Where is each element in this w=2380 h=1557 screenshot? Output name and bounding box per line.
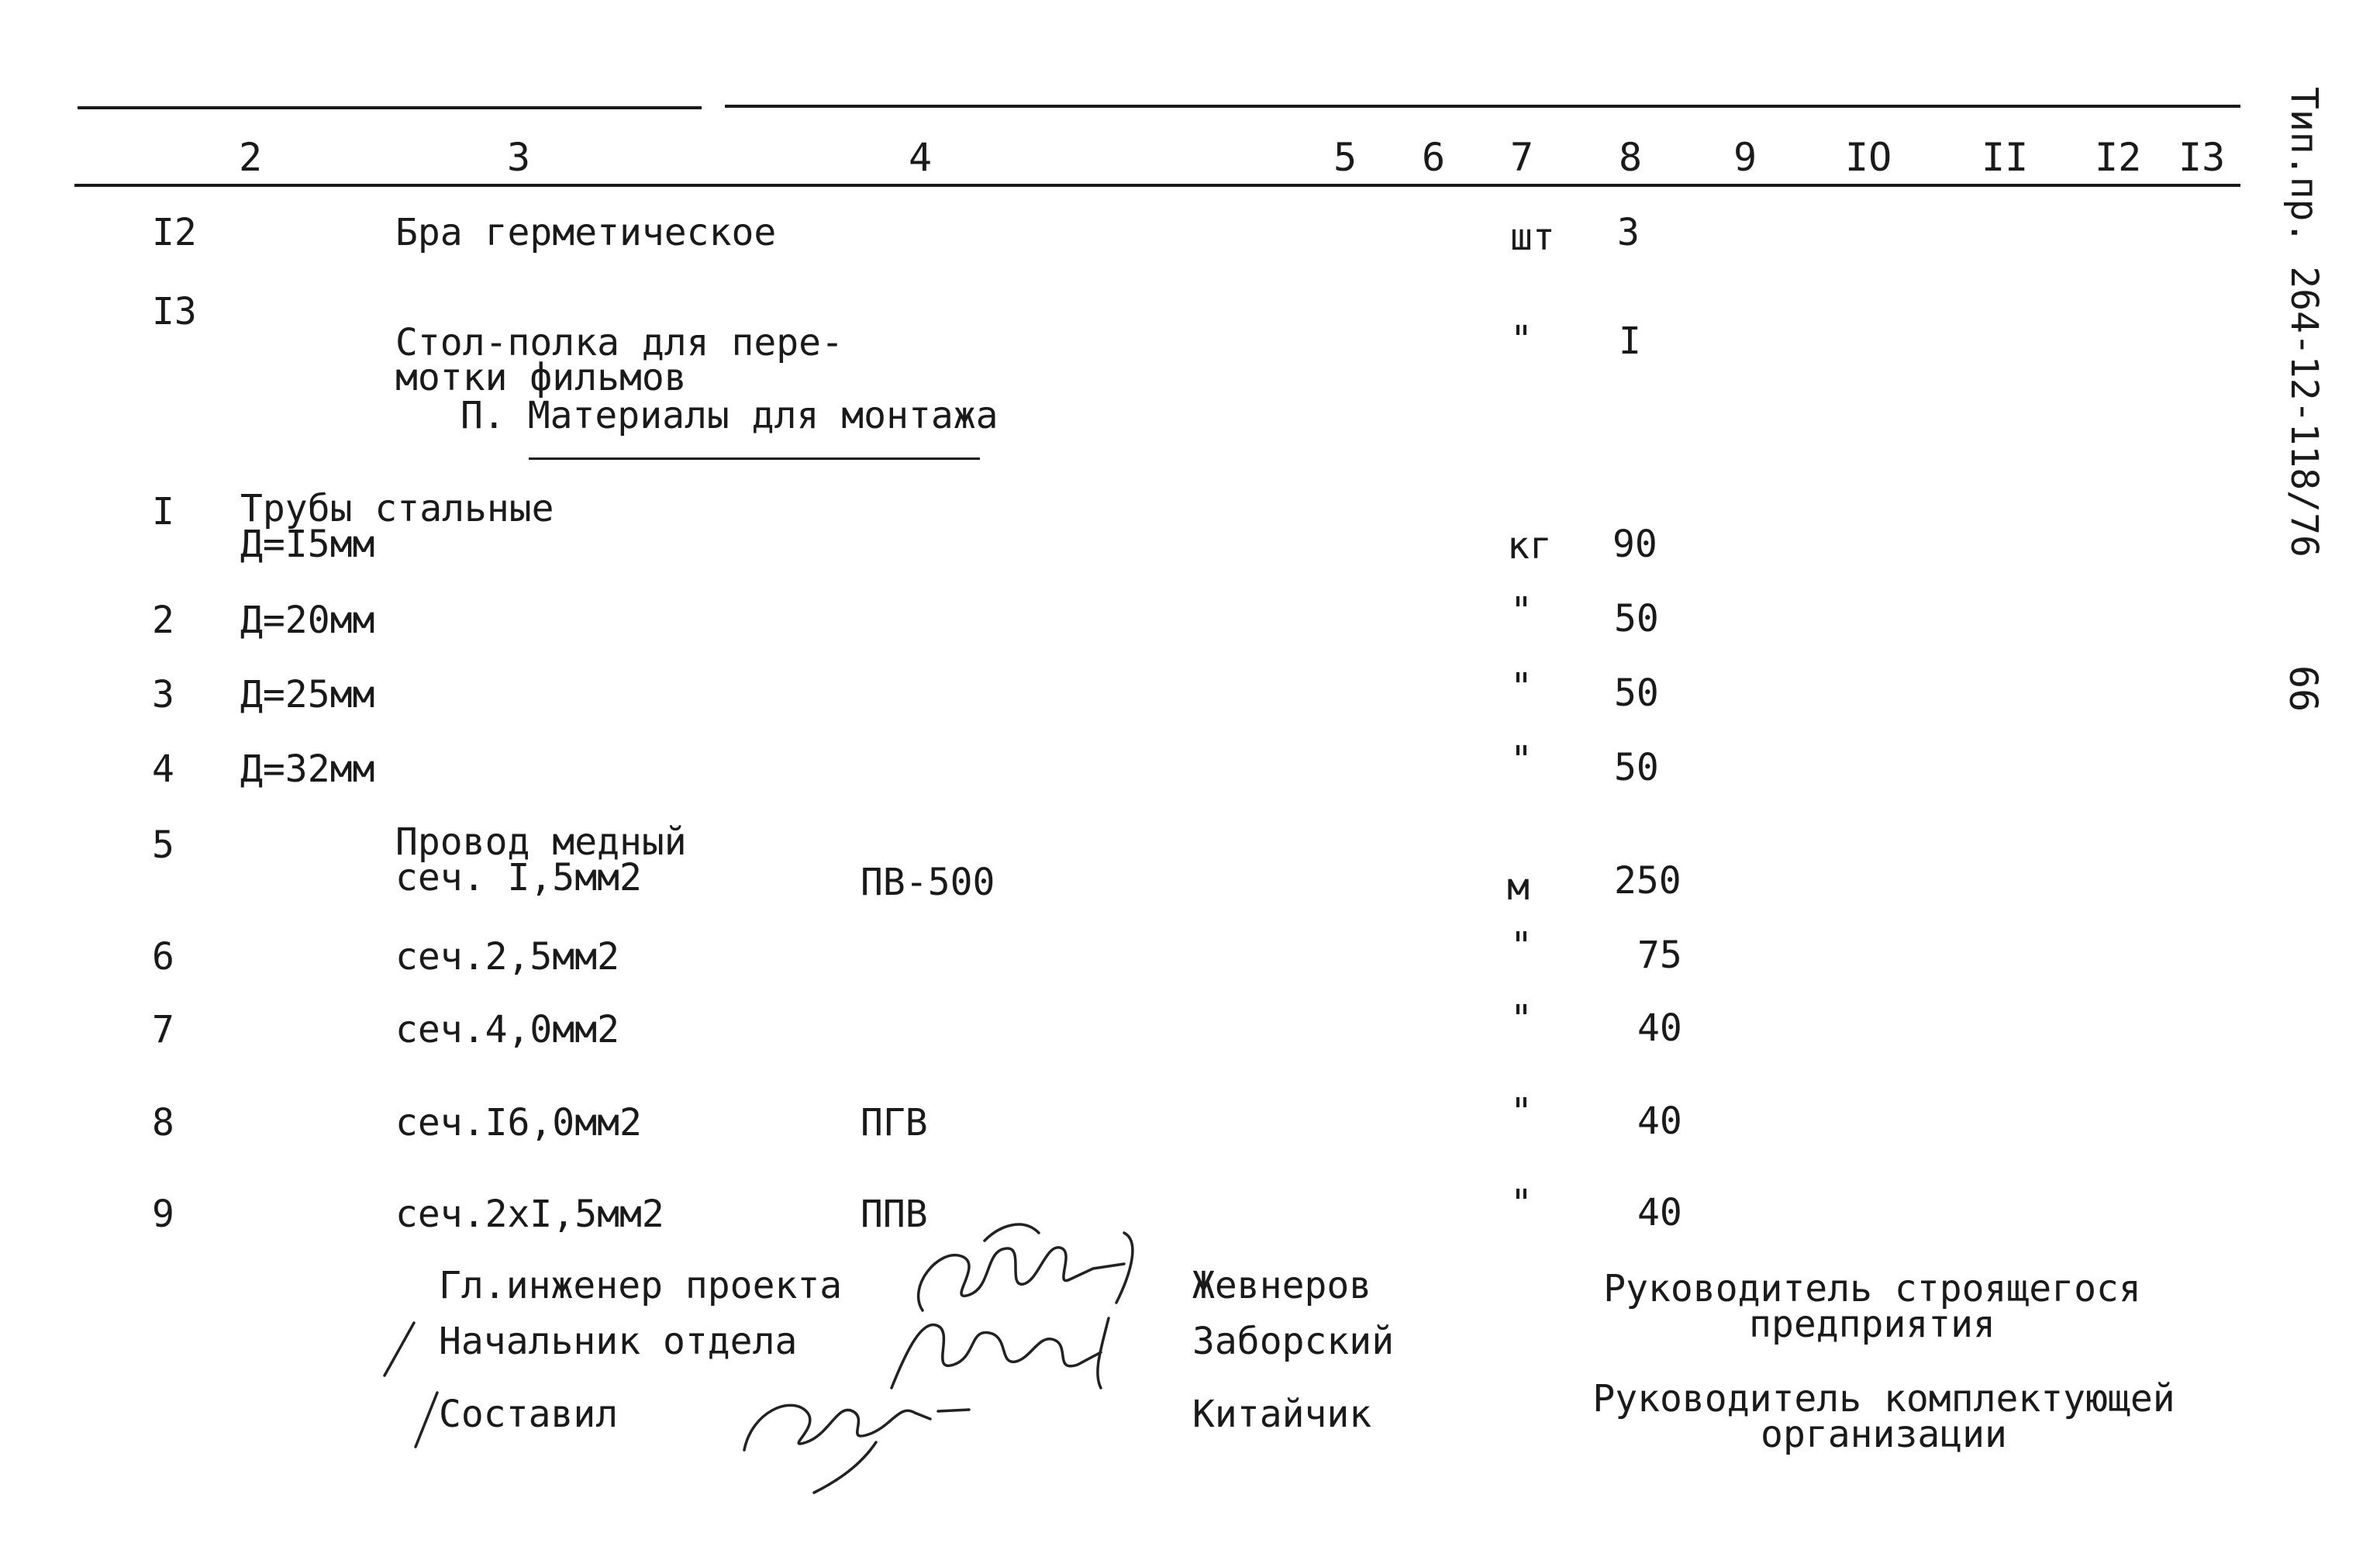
row-name: сеч.2,5мм2 bbox=[395, 935, 619, 979]
check-mark-icon bbox=[380, 1318, 419, 1380]
column-header: 8 bbox=[1619, 135, 1643, 180]
section-underline bbox=[529, 457, 980, 460]
row-quantity: 50 bbox=[1614, 597, 1659, 640]
row-name: сеч.2хI,5мм2 bbox=[395, 1193, 664, 1236]
handwritten-signature bbox=[721, 1357, 977, 1497]
row-unit: " bbox=[1510, 1090, 1533, 1134]
row-name: сеч.I6,0мм2 bbox=[395, 1101, 642, 1144]
row-quantity: 40 bbox=[1637, 1006, 1682, 1050]
column-header: II bbox=[1982, 135, 2029, 180]
section-title: П. Материалы для монтажа bbox=[460, 394, 999, 437]
row-unit: " bbox=[1510, 318, 1533, 361]
signature-role: Начальник отдела bbox=[439, 1320, 798, 1363]
check-mark-icon bbox=[411, 1388, 442, 1450]
row-unit: " bbox=[1510, 738, 1533, 782]
row-quantity: 40 bbox=[1637, 1100, 1682, 1143]
row-name: Бра герметическое bbox=[395, 211, 777, 254]
row-type: ППВ bbox=[861, 1193, 928, 1236]
row-quantity: 250 bbox=[1614, 859, 1682, 903]
signature-role: Гл.инженер проекта bbox=[439, 1264, 843, 1307]
row-unit: кг bbox=[1507, 524, 1552, 568]
row-unit: " bbox=[1510, 589, 1533, 633]
row-number: 5 bbox=[152, 823, 174, 867]
signature-name: Жевнеров bbox=[1192, 1264, 1372, 1307]
signature-name: Заборский bbox=[1192, 1320, 1395, 1363]
row-name: сеч.4,0мм2 bbox=[395, 1008, 619, 1051]
row-quantity: 40 bbox=[1637, 1191, 1682, 1234]
row-quantity: I bbox=[1619, 319, 1641, 363]
row-name: Трубы стальные Д=I5мм bbox=[240, 487, 554, 566]
column-header: I3 bbox=[2178, 135, 2226, 180]
row-number: 3 bbox=[152, 673, 174, 716]
row-name: Д=32мм bbox=[240, 747, 375, 791]
row-number: 8 bbox=[152, 1101, 174, 1144]
row-unit: " bbox=[1510, 924, 1533, 968]
page-number: 66 bbox=[2281, 665, 2326, 713]
row-number: 9 bbox=[152, 1193, 174, 1236]
row-unit: " bbox=[1510, 665, 1533, 709]
column-header: IO bbox=[1845, 135, 1892, 180]
row-unit: " bbox=[1510, 997, 1533, 1041]
row-unit: шт bbox=[1510, 216, 1555, 259]
row-number: I3 bbox=[152, 290, 197, 333]
row-unit: м bbox=[1507, 865, 1530, 909]
header-bottom-rule bbox=[74, 184, 2240, 187]
column-header: 5 bbox=[1333, 135, 1357, 180]
row-number: I bbox=[152, 490, 174, 533]
signature-role: Составил bbox=[439, 1393, 619, 1436]
column-header: 7 bbox=[1510, 135, 1534, 180]
row-number: 4 bbox=[152, 747, 174, 791]
column-header: 3 bbox=[507, 135, 531, 180]
row-name: Д=20мм bbox=[240, 599, 375, 642]
row-quantity: 90 bbox=[1613, 523, 1657, 566]
row-quantity: 50 bbox=[1614, 746, 1659, 789]
row-quantity: 3 bbox=[1617, 211, 1640, 254]
column-header: 9 bbox=[1733, 135, 1757, 180]
row-unit: " bbox=[1510, 1182, 1533, 1225]
approval-title: Руководитель комплектующей организации bbox=[1592, 1377, 2175, 1456]
side-document-code: Тип.пр. 264-12-118/76 bbox=[2282, 87, 2326, 558]
row-number: 7 bbox=[152, 1008, 174, 1051]
signature-name: Китайчик bbox=[1192, 1393, 1372, 1436]
row-quantity: 75 bbox=[1637, 934, 1682, 977]
top-rule-right bbox=[725, 105, 2240, 108]
row-number: 6 bbox=[152, 935, 174, 979]
row-name: Провод медный сеч. I,5мм2 bbox=[395, 820, 687, 899]
row-name-line: Стол-полка для пере- мотки фильмов bbox=[395, 320, 843, 400]
column-header: 2 bbox=[239, 135, 263, 180]
row-type: ПВ-500 bbox=[861, 861, 995, 904]
row-number: 2 bbox=[152, 599, 174, 642]
approval-title: Руководитель строящегося предприятия bbox=[1603, 1267, 2141, 1346]
top-rule-left bbox=[78, 106, 702, 109]
column-header: I2 bbox=[2095, 135, 2142, 180]
column-header: 6 bbox=[1422, 135, 1446, 180]
row-type: ПГВ bbox=[861, 1101, 928, 1144]
column-header: 4 bbox=[909, 135, 933, 180]
row-quantity: 50 bbox=[1614, 671, 1659, 715]
row-name: Д=25мм bbox=[240, 673, 375, 716]
row-number: I2 bbox=[152, 211, 197, 254]
